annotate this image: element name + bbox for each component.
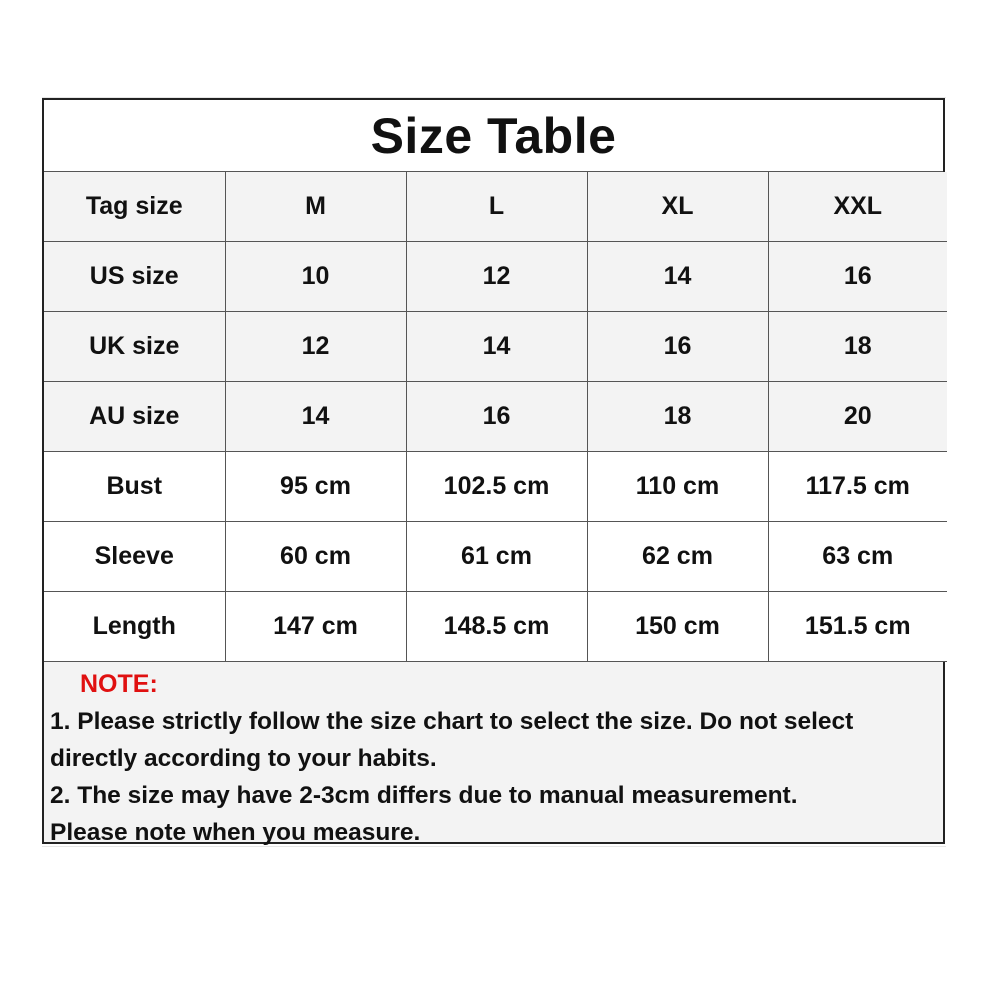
table-row-uk-size <box>44 312 947 382</box>
note-line: 2. The size may have 2-3cm differs due to manual measurement. <box>50 782 798 809</box>
table-cell: 150 cm <box>587 592 768 662</box>
table-row-bust <box>44 452 947 522</box>
row-label: Length <box>44 592 225 662</box>
table-cell: 63 cm <box>768 522 947 592</box>
table-cell: 16 <box>587 312 768 382</box>
table-cell: 60 cm <box>225 522 406 592</box>
size-table-card <box>42 98 945 844</box>
row-label: Bust <box>44 452 225 522</box>
table-row-length <box>44 592 947 662</box>
table-cell: 12 <box>225 312 406 382</box>
size-table <box>44 172 947 662</box>
table-cell: 148.5 cm <box>406 592 587 662</box>
table-cell: M <box>225 172 406 242</box>
note-line: 1. Please strictly follow the size chart to select the size. Do not select <box>50 708 854 735</box>
table-row-sleeve <box>44 522 947 592</box>
row-label: UK size <box>44 312 225 382</box>
table-cell: 16 <box>406 382 587 452</box>
table-cell: L <box>406 172 587 242</box>
table-cell: 14 <box>406 312 587 382</box>
row-label: Tag size <box>44 172 225 242</box>
table-cell: 110 cm <box>587 452 768 522</box>
table-cell: XXL <box>768 172 947 242</box>
table-row-tag-size <box>44 172 947 242</box>
row-label: AU size <box>44 382 225 452</box>
row-label: US size <box>44 242 225 312</box>
table-cell: 12 <box>406 242 587 312</box>
table-cell: 117.5 cm <box>768 452 947 522</box>
table-cell: 147 cm <box>225 592 406 662</box>
table-row-us-size <box>44 242 947 312</box>
table-cell: 20 <box>768 382 947 452</box>
table-cell: 10 <box>225 242 406 312</box>
table-cell: XL <box>587 172 768 242</box>
table-cell: 102.5 cm <box>406 452 587 522</box>
note-line: directly according to your habits. <box>50 745 437 772</box>
note-line: Please note when you measure. <box>50 819 421 846</box>
table-cell: 95 cm <box>225 452 406 522</box>
table-cell: 62 cm <box>587 522 768 592</box>
note-section <box>44 662 943 851</box>
table-row-au-size <box>44 382 947 452</box>
table-cell: 18 <box>587 382 768 452</box>
table-cell: 14 <box>587 242 768 312</box>
table-cell: 61 cm <box>406 522 587 592</box>
table-cell: 16 <box>768 242 947 312</box>
note-heading: NOTE: <box>80 670 158 698</box>
page-title: Size Table <box>44 100 943 172</box>
row-label: Sleeve <box>44 522 225 592</box>
table-cell: 14 <box>225 382 406 452</box>
table-cell: 18 <box>768 312 947 382</box>
table-cell: 151.5 cm <box>768 592 947 662</box>
